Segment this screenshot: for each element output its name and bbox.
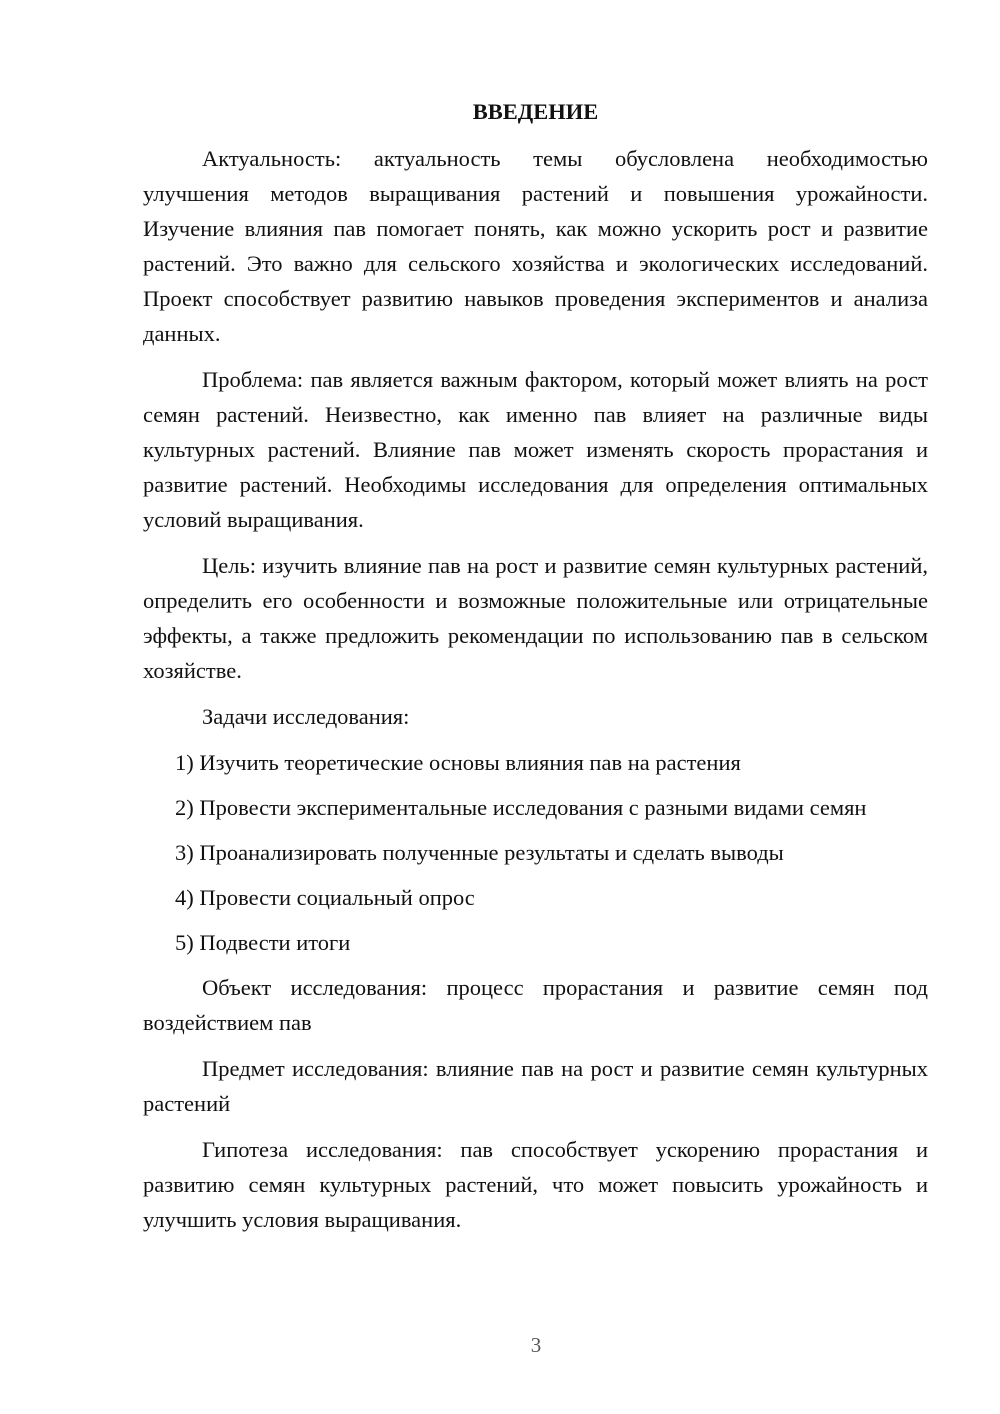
problem-paragraph: Проблема: пав является важным фактором, который может влиять на рост семян растений. Неизвестно, как именно пав влияет на различные виды культурных растений. Влияние пав может изменять скорость прорастания и развитие растений. Необходимы исследования для определения оптимальных условий выращивания. [143,367,928,532]
task-item: 3) Проанализировать полученные результаты и сделать выводы [175,840,784,865]
task-item: 5) Подвести итоги [175,930,351,955]
page-number: 3 [530,1333,542,1357]
object-paragraph: Объект исследования: процесс прорастания и развитие семян под воздействием пав [143,975,928,1035]
section-heading: ВВЕДЕНИЕ [472,99,599,124]
task-item: 4) Провести социальный опрос [175,885,475,910]
task-item: 2) Провести экспериментальные исследования с разными видами семян [175,795,867,820]
task-item: 1) Изучить теоретические основы влияния пав на растения [175,750,741,775]
hypothesis-paragraph: Гипотеза исследования: пав способствует ускорению прорастания и развитию семян культурных растений, что может повысить урожайность и улучшить условия выращивания. [143,1137,928,1232]
relevance-paragraph: Актуальность: актуальность темы обусловлена необходимостью улучшения методов выращивания растений и повышения урожайности. Изучение влияния пав помогает понять, как можно ускорить рост и развитие растений. Это важно для сельского хозяйства и экологических исследований. Проект способствует развитию навыков проведения экспериментов и анализа данных. [143,146,928,346]
subject-paragraph: Предмет исследования: влияние пав на рост и развитие семян культурных растений [143,1056,928,1116]
document-page [143,94,928,1248]
goal-paragraph: Цель: изучить влияние пав на рост и развитие семян культурных растений, определить его особенности и возможные положительные или отрицательные эффекты, а также предложить рекомендации по использованию пав в сельском хозяйстве. [143,553,928,683]
tasks-title: Задачи исследования: [202,704,410,729]
